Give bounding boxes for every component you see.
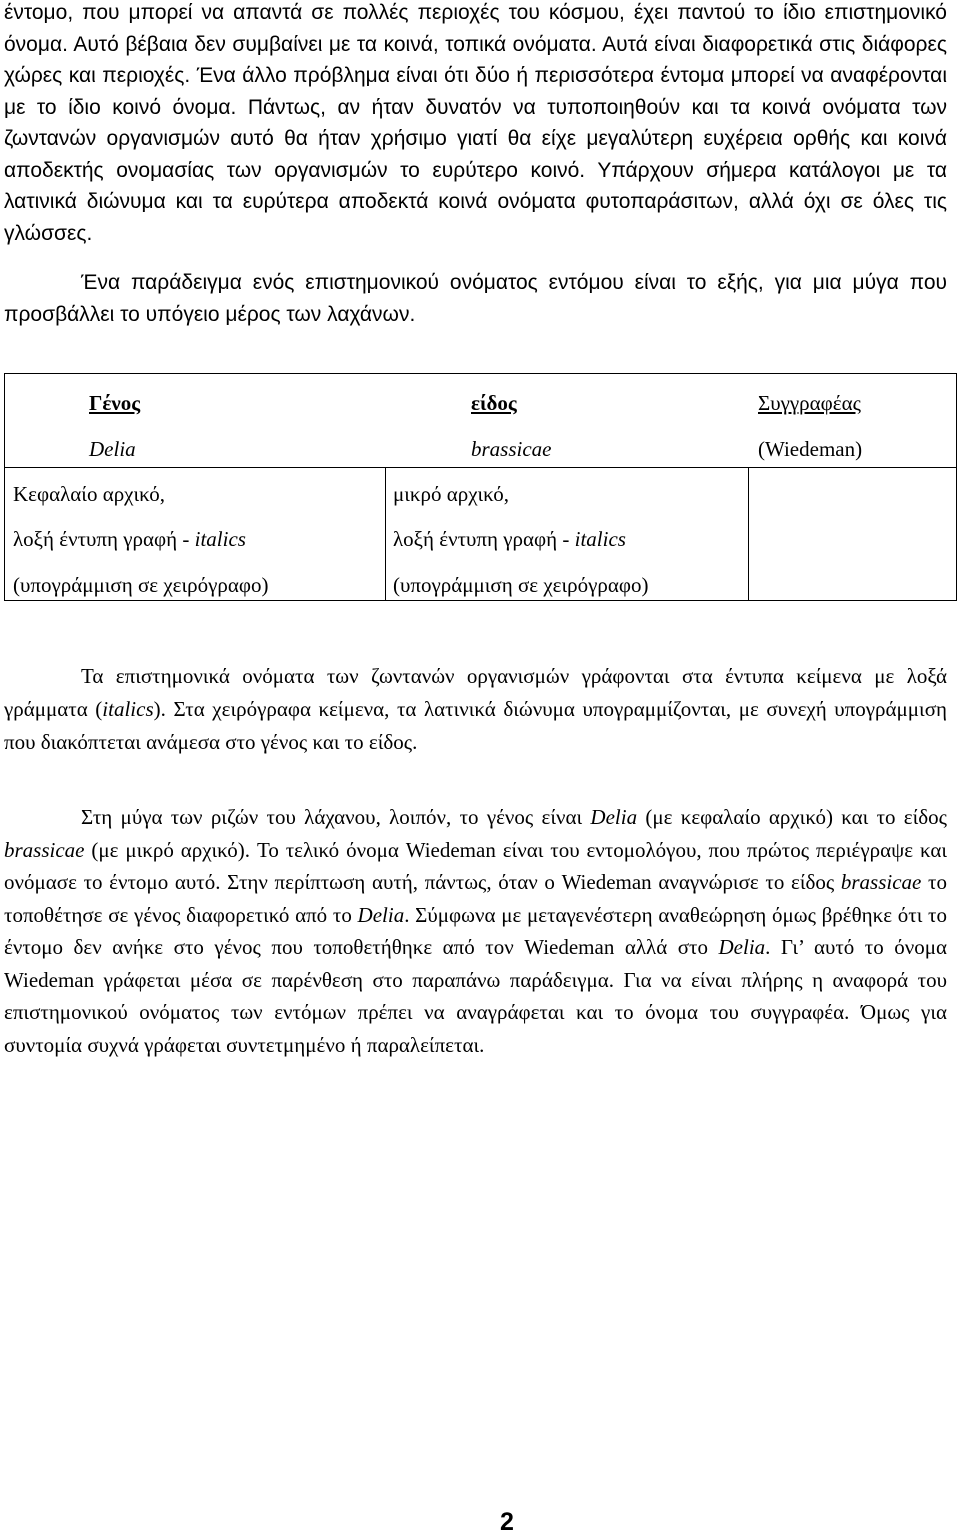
header-species: είδος — [471, 391, 517, 415]
table-column-divider — [385, 467, 386, 600]
paragraph-common-names-text: έντομο, που μπορεί να απαντά σε πολλές περιοχές του κόσμου, έχει παντού το ίδιο επιστημονικό όνομα. Αυτό βέβαια δεν συμβαίνει με τα κοινά, τοπικά ονόματα. Αυτά είναι διαφορετικά στις διάφορες χώρες και περιοχές. Ένα άλλο πρόβλημα είναι ότι δύο ή περισσότερα έντομα μπορεί να αναφέρονται με το ίδιο κοινό όνομα. Πάντως, αν ήταν δυνατόν να τυποποιηθούν και τα κοινά ονόματα των ζωντανών οργανισμών αυτό θα ήταν χρήσιμο γιατί θα είχε μεγαλύτερη ευχέρεια ορθής και κοινά αποδεκτής ονομασίας των οργανισμών το ευρύτερο κοινό. Υπάρχουν σήμερα κατάλογοι με τα λατινικά διώνυμα και τα ευρύτερα αποδεκτά κοινά ονόματα φυτοπαράσιτων, αλλά όχι σε όλες τις γλώσσες. — [4, 1, 947, 245]
paragraph-italics-rule — [4, 660, 947, 759]
species-name: brassicae — [840, 870, 922, 894]
paragraph-common-names — [4, 0, 947, 249]
genus-name: Delia — [718, 935, 766, 959]
paragraph-italics-rule-text: Τα επιστημονικά ονόματα των ζωντανών οργανισμών γράφονται στα έντυπα κείμενα με λοξά γράμματα ( — [4, 664, 947, 721]
paragraph-italics-rule-text: ). Στα χειρόγραφα κείμενα, τα λατινικά διώνυμα υπογραμμίζονται, με συνεχή υπογράμμιση που διακόπτεται ανάμεσα στο γένος και το είδος. — [4, 697, 947, 754]
genus-note-line1: Κεφαλαίο αρχικό, — [13, 482, 166, 506]
table-row-divider — [5, 467, 956, 468]
genus-name: Delia — [357, 902, 405, 927]
genus-name: Delia — [590, 805, 638, 829]
species-note-line3: (υπογράμμιση σε χειρόγραφο) — [393, 573, 649, 597]
paragraph-text: (με κεφαλαίο αρχικό) και το είδος — [637, 805, 947, 829]
genus-note-line3: (υπογράμμιση σε χειρόγραφο) — [13, 573, 269, 597]
page-number: 2 — [500, 1508, 514, 1536]
paragraph-delia-example — [4, 801, 947, 1061]
example-author: (Wiedeman) — [758, 437, 863, 461]
genus-note-line2 — [13, 527, 246, 552]
paragraph-text: . Γι’ αυτό το όνομα Wiedeman γράφεται μέσα σε παρένθεση στο παραπάνω παράδειγμα. Για να είναι πλήρης η αναφορά του επιστημονικού ονόματος των εντόμων πρέπει να αναγράφεται και το όνομα του συγγραφέα. Όμως για συντομία συχνά γράφεται συντετμημένο ή παραλείπεται. — [4, 935, 948, 1057]
example-species: brassicae — [471, 437, 552, 461]
paragraph-text: (με μικρό αρχικό). Το τελικό όνομα Wiedeman είναι του εντομολόγου, που πρώτος περιέγραψε και ονόμασε το έντομο αυτό. Στην περίπτωση αυτή, πάντως, όταν ο Wiedeman αναγνώρισε το είδος — [4, 837, 947, 894]
paragraph-text: το τοποθέτησε σε γένος διαφορετικό από το — [4, 870, 947, 927]
species-note-line2 — [393, 527, 626, 552]
header-genus: Γένος — [89, 391, 141, 415]
species-name: brassicae — [4, 837, 85, 862]
scientific-name-table — [4, 373, 957, 601]
paragraph-text: Στη μύγα των ριζών του λάχανου, λοιπόν, το γένος είναι — [81, 805, 591, 829]
paragraph-italics-rule-italic: italics — [102, 697, 154, 721]
table-column-divider — [748, 467, 749, 600]
species-note-line2-text: λοξή έντυπη γραφή - — [393, 527, 575, 551]
example-genus: Delia — [89, 437, 136, 461]
species-note-line2-italic: italics — [574, 527, 626, 551]
species-note-line1: μικρό αρχικό, — [393, 482, 510, 506]
genus-note-line2-italic: italics — [194, 527, 246, 551]
header-author: Συγγραφέας — [758, 391, 861, 415]
paragraph-example-intro-text: Ένα παράδειγμα ενός επιστημονικού ονόματος εντόμου είναι το εξής, για μια μύγα που προσβάλλει το υπόγειο μέρος των λαχάνων. — [4, 271, 947, 326]
paragraph-example-intro — [4, 267, 947, 330]
paragraph-text: . Σύμφωνα με μεταγενέστερη αναθεώρηση όμως βρέθηκε ότι το έντομο δεν ανήκε στο γένος που τοποθετήθηκε από τον Wiedeman αλλά στο — [4, 902, 947, 959]
genus-note-line2-text: λοξή έντυπη γραφή - — [13, 527, 195, 551]
